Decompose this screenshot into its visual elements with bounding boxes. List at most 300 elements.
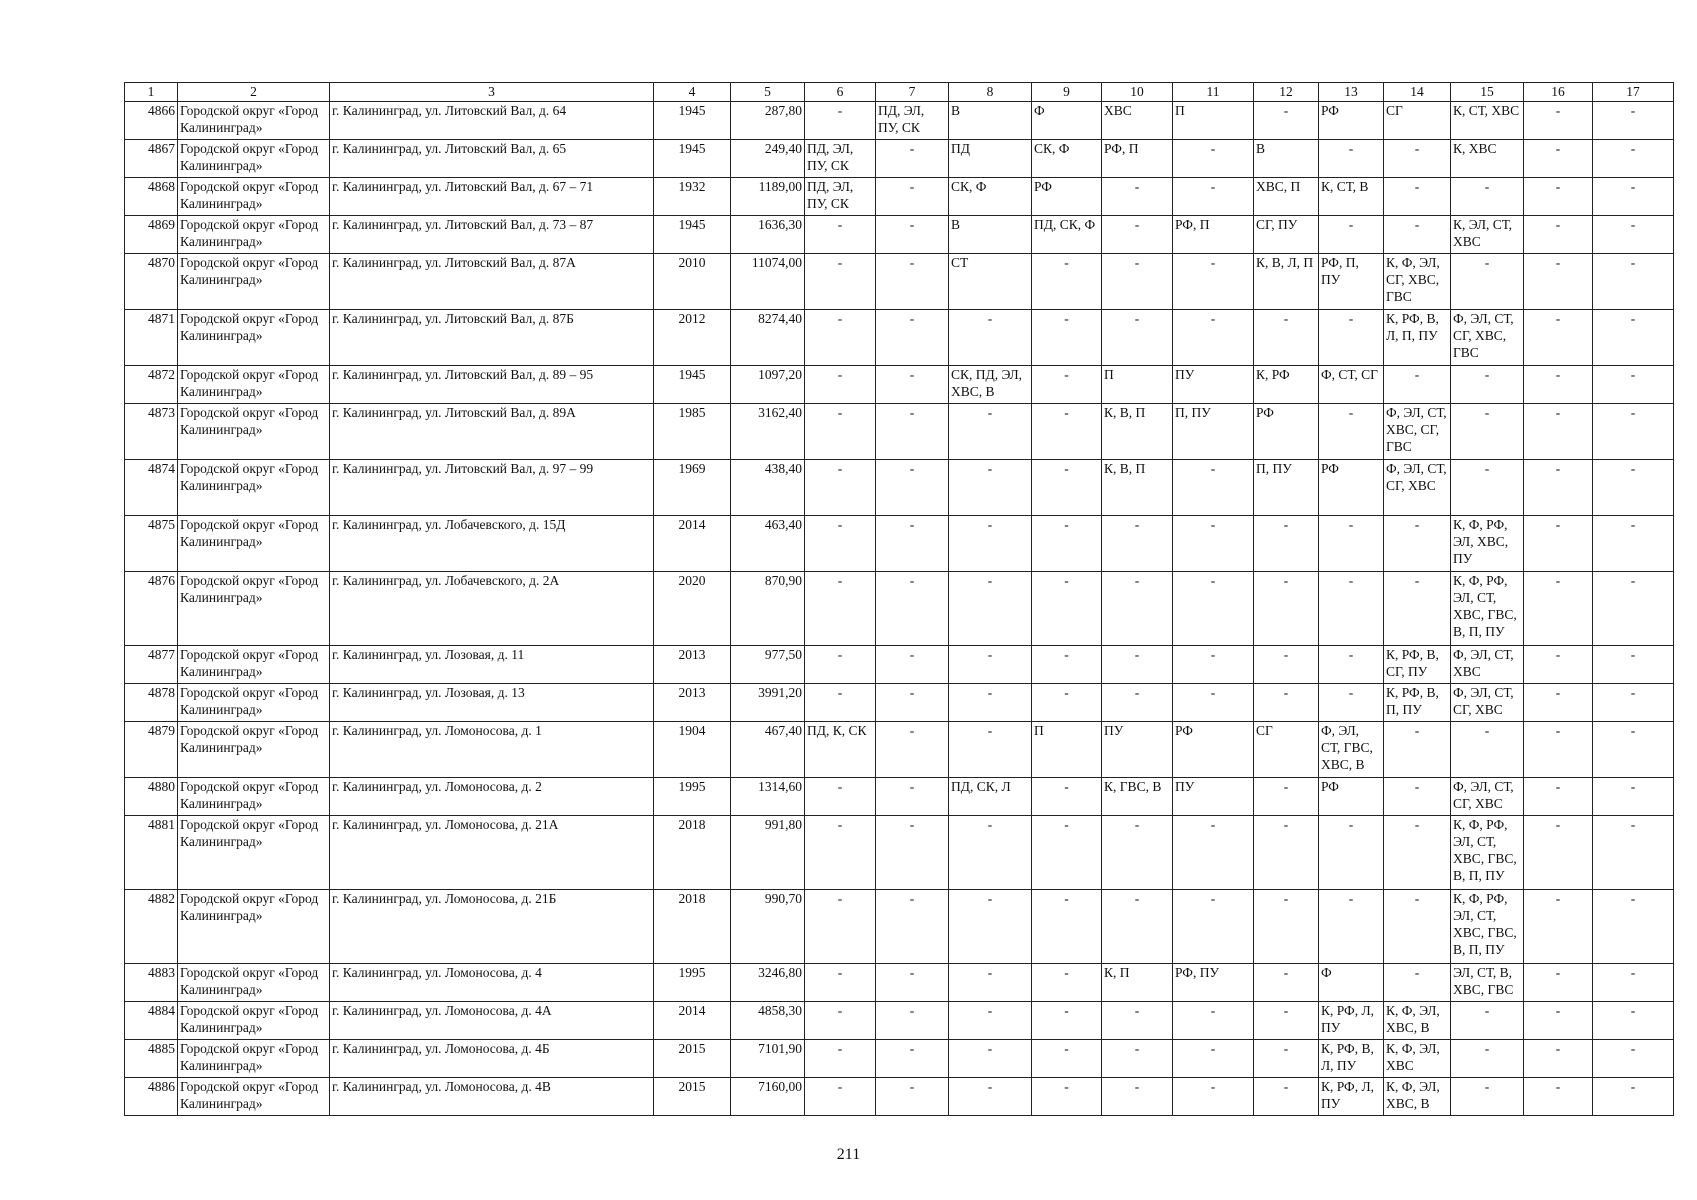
cell-col-11: - bbox=[1173, 1078, 1254, 1116]
cell-col-8: СК, Ф bbox=[949, 178, 1032, 216]
cell-row-number: 4882 bbox=[125, 890, 178, 964]
cell-area: 463,40 bbox=[731, 516, 805, 572]
cell-municipality: Городской округ «Город Калининград» bbox=[178, 890, 330, 964]
cell-address: г. Калининград, ул. Лобачевского, д. 2А bbox=[330, 572, 654, 646]
cell-col-10: - bbox=[1102, 516, 1173, 572]
cell-col-13: К, РФ, В, Л, ПУ bbox=[1319, 1040, 1384, 1078]
cell-col-12: - bbox=[1254, 572, 1319, 646]
cell-col-8: - bbox=[949, 722, 1032, 778]
cell-row-number: 4868 bbox=[125, 178, 178, 216]
cell-col-8: - bbox=[949, 1040, 1032, 1078]
cell-col-6: - bbox=[805, 964, 876, 1002]
cell-col-14: - bbox=[1384, 216, 1451, 254]
cell-col-15: К, Ф, РФ, ЭЛ, СТ, ХВС, ГВС, В, П, ПУ bbox=[1451, 890, 1524, 964]
cell-col-12: - bbox=[1254, 684, 1319, 722]
cell-municipality: Городской округ «Город Калининград» bbox=[178, 684, 330, 722]
cell-year-built: 1932 bbox=[654, 178, 731, 216]
cell-col-13: - bbox=[1319, 310, 1384, 366]
cell-col-9: - bbox=[1032, 1002, 1102, 1040]
cell-col-15: К, Ф, РФ, ЭЛ, ХВС, ПУ bbox=[1451, 516, 1524, 572]
cell-col-7: - bbox=[876, 778, 949, 816]
cell-col-11: ПУ bbox=[1173, 778, 1254, 816]
cell-col-6: - bbox=[805, 816, 876, 890]
cell-row-number: 4866 bbox=[125, 102, 178, 140]
cell-col-16: - bbox=[1524, 1040, 1593, 1078]
cell-col-6: - bbox=[805, 1040, 876, 1078]
cell-col-11: РФ bbox=[1173, 722, 1254, 778]
cell-col-7: - bbox=[876, 684, 949, 722]
cell-col-13: - bbox=[1319, 572, 1384, 646]
cell-area: 467,40 bbox=[731, 722, 805, 778]
cell-area: 3991,20 bbox=[731, 684, 805, 722]
cell-col-8: - bbox=[949, 404, 1032, 460]
cell-year-built: 2013 bbox=[654, 684, 731, 722]
column-header: 16 bbox=[1524, 83, 1593, 102]
cell-col-14: К, Ф, ЭЛ, ХВС bbox=[1384, 1040, 1451, 1078]
cell-col-8: - bbox=[949, 516, 1032, 572]
cell-year-built: 1945 bbox=[654, 102, 731, 140]
cell-col-9: - bbox=[1032, 890, 1102, 964]
cell-col-8: СК, ПД, ЭЛ, ХВС, В bbox=[949, 366, 1032, 404]
cell-col-13: РФ bbox=[1319, 778, 1384, 816]
cell-col-15: - bbox=[1451, 1002, 1524, 1040]
cell-area: 1189,00 bbox=[731, 178, 805, 216]
cell-col-7: - bbox=[876, 572, 949, 646]
cell-col-9: - bbox=[1032, 964, 1102, 1002]
cell-col-11: - bbox=[1173, 572, 1254, 646]
cell-col-16: - bbox=[1524, 460, 1593, 516]
cell-col-9: - bbox=[1032, 366, 1102, 404]
cell-col-9: ПД, СК, Ф bbox=[1032, 216, 1102, 254]
cell-col-10: ПУ bbox=[1102, 722, 1173, 778]
cell-col-14: К, Ф, ЭЛ, СГ, ХВС, ГВС bbox=[1384, 254, 1451, 310]
cell-col-9: - bbox=[1032, 572, 1102, 646]
cell-col-15: К, ЭЛ, СТ, ХВС bbox=[1451, 216, 1524, 254]
cell-year-built: 2014 bbox=[654, 516, 731, 572]
cell-col-10: К, В, П bbox=[1102, 404, 1173, 460]
cell-col-8: ПД bbox=[949, 140, 1032, 178]
cell-col-16: - bbox=[1524, 684, 1593, 722]
cell-col-7: - bbox=[876, 722, 949, 778]
cell-col-14: Ф, ЭЛ, СТ, ХВС, СГ, ГВС bbox=[1384, 404, 1451, 460]
cell-col-12: К, РФ bbox=[1254, 366, 1319, 404]
cell-area: 1097,20 bbox=[731, 366, 805, 404]
cell-col-15: Ф, ЭЛ, СТ, СГ, ХВС, ГВС bbox=[1451, 310, 1524, 366]
cell-municipality: Городской округ «Город Калининград» bbox=[178, 646, 330, 684]
cell-col-6: - bbox=[805, 460, 876, 516]
cell-col-11: РФ, ПУ bbox=[1173, 964, 1254, 1002]
cell-municipality: Городской округ «Город Калининград» bbox=[178, 1040, 330, 1078]
cell-col-10: - bbox=[1102, 1040, 1173, 1078]
cell-col-7: - bbox=[876, 1002, 949, 1040]
cell-year-built: 1945 bbox=[654, 216, 731, 254]
cell-col-15: Ф, ЭЛ, СТ, СГ, ХВС bbox=[1451, 778, 1524, 816]
cell-col-8: - bbox=[949, 1002, 1032, 1040]
cell-col-13: - bbox=[1319, 516, 1384, 572]
cell-municipality: Городской округ «Город Калининград» bbox=[178, 816, 330, 890]
table-row bbox=[125, 646, 1674, 684]
column-header: 15 bbox=[1451, 83, 1524, 102]
cell-col-8: - bbox=[949, 890, 1032, 964]
cell-row-number: 4884 bbox=[125, 1002, 178, 1040]
cell-col-7: - bbox=[876, 460, 949, 516]
cell-row-number: 4870 bbox=[125, 254, 178, 310]
cell-year-built: 1945 bbox=[654, 366, 731, 404]
cell-col-10: РФ, П bbox=[1102, 140, 1173, 178]
cell-col-7: - bbox=[876, 890, 949, 964]
cell-address: г. Калининград, ул. Ломоносова, д. 2 bbox=[330, 778, 654, 816]
cell-col-8: - bbox=[949, 816, 1032, 890]
cell-address: г. Калининград, ул. Литовский Вал, д. 67 – 71 bbox=[330, 178, 654, 216]
column-header: 8 bbox=[949, 83, 1032, 102]
table-row bbox=[125, 816, 1674, 890]
cell-address: г. Калининград, ул. Литовский Вал, д. 64 bbox=[330, 102, 654, 140]
cell-col-17: - bbox=[1593, 366, 1674, 404]
document-table bbox=[124, 82, 1674, 1116]
cell-col-10: - bbox=[1102, 178, 1173, 216]
cell-address: г. Калининград, ул. Литовский Вал, д. 87Б bbox=[330, 310, 654, 366]
cell-area: 1636,30 bbox=[731, 216, 805, 254]
cell-address: г. Калининград, ул. Ломоносова, д. 4В bbox=[330, 1078, 654, 1116]
cell-address: г. Калининград, ул. Литовский Вал, д. 73 – 87 bbox=[330, 216, 654, 254]
cell-col-6: - bbox=[805, 572, 876, 646]
cell-col-16: - bbox=[1524, 890, 1593, 964]
cell-col-10: К, В, П bbox=[1102, 460, 1173, 516]
cell-col-11: - bbox=[1173, 140, 1254, 178]
cell-col-13: К, СТ, В bbox=[1319, 178, 1384, 216]
cell-year-built: 1995 bbox=[654, 964, 731, 1002]
page-number: 211 bbox=[836, 1146, 861, 1163]
cell-col-13: К, РФ, Л, ПУ bbox=[1319, 1078, 1384, 1116]
cell-col-11: - bbox=[1173, 1002, 1254, 1040]
cell-col-7: - bbox=[876, 254, 949, 310]
cell-municipality: Городской округ «Город Калининград» bbox=[178, 1002, 330, 1040]
cell-col-8: - bbox=[949, 572, 1032, 646]
cell-col-6: - bbox=[805, 254, 876, 310]
cell-col-11: - bbox=[1173, 460, 1254, 516]
cell-col-6: - bbox=[805, 1078, 876, 1116]
cell-row-number: 4885 bbox=[125, 1040, 178, 1078]
cell-address: г. Калининград, ул. Ломоносова, д. 4А bbox=[330, 1002, 654, 1040]
cell-col-9: - bbox=[1032, 404, 1102, 460]
cell-col-14: - bbox=[1384, 140, 1451, 178]
table-row bbox=[125, 404, 1674, 460]
cell-col-6: ПД, К, СК bbox=[805, 722, 876, 778]
cell-col-8: В bbox=[949, 216, 1032, 254]
cell-col-6: ПД, ЭЛ, ПУ, СК bbox=[805, 140, 876, 178]
cell-area: 249,40 bbox=[731, 140, 805, 178]
cell-col-11: - bbox=[1173, 310, 1254, 366]
cell-col-7: - bbox=[876, 1040, 949, 1078]
cell-address: г. Калининград, ул. Ломоносова, д. 4 bbox=[330, 964, 654, 1002]
cell-col-6: - bbox=[805, 1002, 876, 1040]
cell-col-10: - bbox=[1102, 684, 1173, 722]
cell-year-built: 1995 bbox=[654, 778, 731, 816]
cell-address: г. Калининград, ул. Ломоносова, д. 21А bbox=[330, 816, 654, 890]
cell-col-6: - bbox=[805, 216, 876, 254]
cell-col-13: - bbox=[1319, 816, 1384, 890]
cell-col-15: - bbox=[1451, 366, 1524, 404]
cell-col-9: - bbox=[1032, 816, 1102, 890]
cell-col-13: - bbox=[1319, 404, 1384, 460]
cell-col-17: - bbox=[1593, 684, 1674, 722]
cell-col-9: - bbox=[1032, 1040, 1102, 1078]
cell-col-16: - bbox=[1524, 778, 1593, 816]
cell-col-15: К, СТ, ХВС bbox=[1451, 102, 1524, 140]
cell-col-11: - bbox=[1173, 1040, 1254, 1078]
cell-col-11: - bbox=[1173, 178, 1254, 216]
cell-col-14: - bbox=[1384, 778, 1451, 816]
cell-year-built: 2015 bbox=[654, 1078, 731, 1116]
column-header: 10 bbox=[1102, 83, 1173, 102]
cell-col-13: - bbox=[1319, 890, 1384, 964]
cell-municipality: Городской округ «Город Калининград» bbox=[178, 178, 330, 216]
cell-col-6: ПД, ЭЛ, ПУ, СК bbox=[805, 178, 876, 216]
cell-col-16: - bbox=[1524, 516, 1593, 572]
cell-col-13: Ф bbox=[1319, 964, 1384, 1002]
cell-col-12: - bbox=[1254, 1002, 1319, 1040]
column-header: 14 bbox=[1384, 83, 1451, 102]
cell-col-8: ПД, СК, Л bbox=[949, 778, 1032, 816]
cell-col-10: - bbox=[1102, 816, 1173, 890]
cell-col-17: - bbox=[1593, 102, 1674, 140]
column-header: 7 bbox=[876, 83, 949, 102]
cell-area: 990,70 bbox=[731, 890, 805, 964]
cell-col-9: - bbox=[1032, 1078, 1102, 1116]
cell-col-13: - bbox=[1319, 140, 1384, 178]
cell-col-17: - bbox=[1593, 1040, 1674, 1078]
table-row bbox=[125, 460, 1674, 516]
cell-area: 1314,60 bbox=[731, 778, 805, 816]
table-row bbox=[125, 1040, 1674, 1078]
table-row bbox=[125, 216, 1674, 254]
cell-col-16: - bbox=[1524, 1078, 1593, 1116]
cell-row-number: 4881 bbox=[125, 816, 178, 890]
cell-col-10: П bbox=[1102, 366, 1173, 404]
cell-col-7: - bbox=[876, 516, 949, 572]
cell-col-11: П, ПУ bbox=[1173, 404, 1254, 460]
table-row bbox=[125, 366, 1674, 404]
cell-col-13: РФ, П, ПУ bbox=[1319, 254, 1384, 310]
cell-col-7: - bbox=[876, 404, 949, 460]
cell-municipality: Городской округ «Город Калининград» bbox=[178, 964, 330, 1002]
cell-col-10: - bbox=[1102, 1002, 1173, 1040]
cell-col-16: - bbox=[1524, 816, 1593, 890]
cell-col-10: - bbox=[1102, 646, 1173, 684]
cell-col-12: - bbox=[1254, 646, 1319, 684]
cell-area: 11074,00 bbox=[731, 254, 805, 310]
cell-col-14: - bbox=[1384, 816, 1451, 890]
cell-col-10: - bbox=[1102, 1078, 1173, 1116]
cell-col-16: - bbox=[1524, 366, 1593, 404]
cell-col-17: - bbox=[1593, 404, 1674, 460]
column-header: 4 bbox=[654, 83, 731, 102]
cell-year-built: 2013 bbox=[654, 646, 731, 684]
cell-address: г. Калининград, ул. Лозовая, д. 11 bbox=[330, 646, 654, 684]
cell-col-7: - bbox=[876, 1078, 949, 1116]
cell-municipality: Городской округ «Город Калининград» bbox=[178, 460, 330, 516]
cell-col-10: К, ГВС, В bbox=[1102, 778, 1173, 816]
cell-area: 8274,40 bbox=[731, 310, 805, 366]
cell-col-9: - bbox=[1032, 516, 1102, 572]
cell-address: г. Калининград, ул. Литовский Вал, д. 89 – 95 bbox=[330, 366, 654, 404]
cell-row-number: 4880 bbox=[125, 778, 178, 816]
cell-col-16: - bbox=[1524, 216, 1593, 254]
cell-col-17: - bbox=[1593, 890, 1674, 964]
cell-municipality: Городской округ «Город Калининград» bbox=[178, 102, 330, 140]
cell-col-15: К, ХВС bbox=[1451, 140, 1524, 178]
cell-col-16: - bbox=[1524, 178, 1593, 216]
cell-col-6: - bbox=[805, 102, 876, 140]
cell-col-10: - bbox=[1102, 572, 1173, 646]
cell-col-17: - bbox=[1593, 964, 1674, 1002]
cell-col-12: - bbox=[1254, 310, 1319, 366]
cell-municipality: Городской округ «Город Калининград» bbox=[178, 310, 330, 366]
cell-year-built: 2018 bbox=[654, 816, 731, 890]
cell-col-7: - bbox=[876, 816, 949, 890]
cell-municipality: Городской округ «Город Калининград» bbox=[178, 516, 330, 572]
cell-col-6: - bbox=[805, 684, 876, 722]
cell-col-16: - bbox=[1524, 404, 1593, 460]
cell-col-16: - bbox=[1524, 310, 1593, 366]
column-header: 13 bbox=[1319, 83, 1384, 102]
cell-row-number: 4872 bbox=[125, 366, 178, 404]
cell-col-15: - bbox=[1451, 178, 1524, 216]
cell-col-17: - bbox=[1593, 572, 1674, 646]
cell-col-11: - bbox=[1173, 816, 1254, 890]
cell-col-13: Ф, ЭЛ, СТ, ГВС, ХВС, В bbox=[1319, 722, 1384, 778]
cell-col-14: Ф, ЭЛ, СТ, СГ, ХВС bbox=[1384, 460, 1451, 516]
cell-municipality: Городской округ «Город Калининград» bbox=[178, 572, 330, 646]
cell-col-10: ХВС bbox=[1102, 102, 1173, 140]
cell-col-12: - bbox=[1254, 516, 1319, 572]
cell-address: г. Калининград, ул. Литовский Вал, д. 97 – 99 bbox=[330, 460, 654, 516]
cell-municipality: Городской округ «Город Калининград» bbox=[178, 254, 330, 310]
cell-col-13: - bbox=[1319, 216, 1384, 254]
cell-col-7: - bbox=[876, 646, 949, 684]
table-row bbox=[125, 516, 1674, 572]
cell-col-15: - bbox=[1451, 1040, 1524, 1078]
cell-col-7: - bbox=[876, 310, 949, 366]
cell-col-10: - bbox=[1102, 310, 1173, 366]
table-row bbox=[125, 890, 1674, 964]
cell-col-12: К, В, Л, П bbox=[1254, 254, 1319, 310]
table-row bbox=[125, 722, 1674, 778]
cell-col-6: - bbox=[805, 310, 876, 366]
cell-col-16: - bbox=[1524, 722, 1593, 778]
cell-row-number: 4879 bbox=[125, 722, 178, 778]
cell-municipality: Городской округ «Город Калининград» bbox=[178, 366, 330, 404]
cell-area: 287,80 bbox=[731, 102, 805, 140]
table-row bbox=[125, 254, 1674, 310]
cell-col-13: - bbox=[1319, 684, 1384, 722]
cell-col-12: - bbox=[1254, 1040, 1319, 1078]
cell-col-12: СГ bbox=[1254, 722, 1319, 778]
cell-municipality: Городской округ «Город Калининград» bbox=[178, 722, 330, 778]
cell-col-16: - bbox=[1524, 964, 1593, 1002]
cell-col-9: СК, Ф bbox=[1032, 140, 1102, 178]
cell-year-built: 2018 bbox=[654, 890, 731, 964]
cell-municipality: Городской округ «Город Калининград» bbox=[178, 404, 330, 460]
header-row bbox=[125, 83, 1674, 102]
cell-col-9: - bbox=[1032, 460, 1102, 516]
table-row bbox=[125, 140, 1674, 178]
cell-col-15: - bbox=[1451, 460, 1524, 516]
cell-col-14: - bbox=[1384, 366, 1451, 404]
cell-col-16: - bbox=[1524, 102, 1593, 140]
cell-area: 7160,00 bbox=[731, 1078, 805, 1116]
table-row bbox=[125, 778, 1674, 816]
cell-col-12: - bbox=[1254, 102, 1319, 140]
cell-col-8: - bbox=[949, 1078, 1032, 1116]
cell-year-built: 2010 bbox=[654, 254, 731, 310]
cell-year-built: 2015 bbox=[654, 1040, 731, 1078]
cell-col-15: ЭЛ, СТ, В, ХВС, ГВС bbox=[1451, 964, 1524, 1002]
cell-col-17: - bbox=[1593, 816, 1674, 890]
cell-col-13: РФ bbox=[1319, 102, 1384, 140]
cell-municipality: Городской округ «Город Калининград» bbox=[178, 778, 330, 816]
cell-col-14: - bbox=[1384, 178, 1451, 216]
cell-col-13: К, РФ, Л, ПУ bbox=[1319, 1002, 1384, 1040]
cell-col-6: - bbox=[805, 646, 876, 684]
cell-year-built: 1945 bbox=[654, 140, 731, 178]
cell-address: г. Калининград, ул. Лозовая, д. 13 bbox=[330, 684, 654, 722]
cell-col-9: - bbox=[1032, 646, 1102, 684]
cell-col-11: - bbox=[1173, 646, 1254, 684]
cell-year-built: 2012 bbox=[654, 310, 731, 366]
cell-col-12: - bbox=[1254, 964, 1319, 1002]
cell-col-17: - bbox=[1593, 216, 1674, 254]
cell-year-built: 1985 bbox=[654, 404, 731, 460]
cell-col-12: РФ bbox=[1254, 404, 1319, 460]
cell-col-12: - bbox=[1254, 1078, 1319, 1116]
cell-col-7: - bbox=[876, 140, 949, 178]
cell-row-number: 4869 bbox=[125, 216, 178, 254]
cell-col-17: - bbox=[1593, 1078, 1674, 1116]
table-row bbox=[125, 310, 1674, 366]
cell-area: 438,40 bbox=[731, 460, 805, 516]
cell-row-number: 4878 bbox=[125, 684, 178, 722]
cell-address: г. Калининград, ул. Ломоносова, д. 4Б bbox=[330, 1040, 654, 1078]
cell-col-11: П bbox=[1173, 102, 1254, 140]
cell-row-number: 4871 bbox=[125, 310, 178, 366]
cell-col-6: - bbox=[805, 778, 876, 816]
cell-address: г. Калининград, ул. Литовский Вал, д. 65 bbox=[330, 140, 654, 178]
cell-col-17: - bbox=[1593, 310, 1674, 366]
table-header bbox=[125, 83, 1674, 102]
cell-area: 3246,80 bbox=[731, 964, 805, 1002]
table-body bbox=[125, 102, 1674, 1116]
table-row bbox=[125, 572, 1674, 646]
cell-col-6: - bbox=[805, 890, 876, 964]
cell-col-12: П, ПУ bbox=[1254, 460, 1319, 516]
cell-col-10: К, П bbox=[1102, 964, 1173, 1002]
cell-col-13: РФ bbox=[1319, 460, 1384, 516]
cell-col-9: РФ bbox=[1032, 178, 1102, 216]
cell-col-16: - bbox=[1524, 1002, 1593, 1040]
cell-col-8: - bbox=[949, 310, 1032, 366]
cell-area: 7101,90 bbox=[731, 1040, 805, 1078]
cell-col-9: - bbox=[1032, 254, 1102, 310]
cell-col-10: - bbox=[1102, 254, 1173, 310]
cell-col-15: - bbox=[1451, 722, 1524, 778]
cell-col-14: К, Ф, ЭЛ, ХВС, В bbox=[1384, 1078, 1451, 1116]
cell-col-7: - bbox=[876, 964, 949, 1002]
cell-col-8: - bbox=[949, 646, 1032, 684]
table-row bbox=[125, 684, 1674, 722]
column-header: 6 bbox=[805, 83, 876, 102]
table-row bbox=[125, 964, 1674, 1002]
